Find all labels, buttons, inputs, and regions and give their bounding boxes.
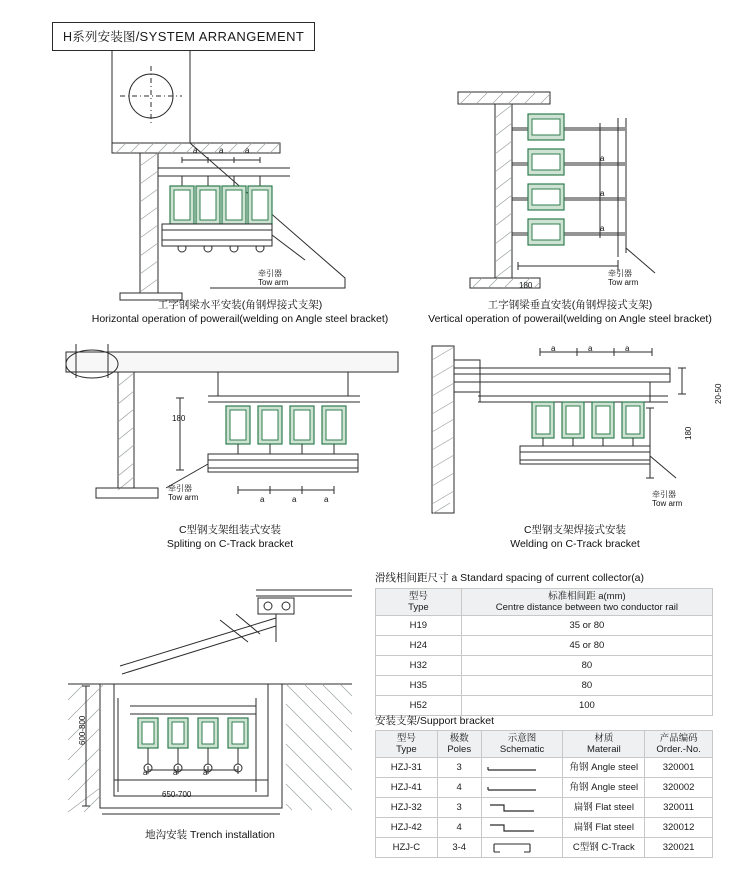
cell-poles: 3-4 xyxy=(437,838,481,858)
caption-en: Vertical operation of powerail(welding on Angle steel bracket) xyxy=(428,313,712,325)
tow-arm-label-cn-2: 牵引器 xyxy=(608,269,632,278)
figure-vertical-ibeam-caption xyxy=(400,298,740,326)
spacing-a-f4-1: a xyxy=(551,344,556,353)
col-type xyxy=(376,731,438,758)
col-schematic-cn: 示意图 xyxy=(507,733,537,744)
table-row xyxy=(376,656,713,676)
cell-poles: 4 xyxy=(437,818,481,838)
figure-splitting-ctrack xyxy=(48,338,408,523)
spacing-table-title xyxy=(375,570,644,585)
dim-650-700: 650-700 xyxy=(162,790,192,799)
col-type-en: Type xyxy=(396,744,417,755)
tow-arm-label-en-1: Tow arm xyxy=(258,278,289,287)
col-distance xyxy=(461,589,712,616)
caption-cn: 地沟安装 xyxy=(145,829,188,841)
cell-material: 扁钢 Flat steel xyxy=(563,798,645,818)
col-order-cn: 产品编码 xyxy=(659,733,698,744)
spacing-a-f4-2: a xyxy=(588,344,593,353)
col-type-cn: 型号 xyxy=(408,591,428,602)
cell-material: 角钢 Angle steel xyxy=(563,778,645,798)
cell-schematic xyxy=(481,778,563,798)
spacing-a-f3-3: a xyxy=(324,495,329,504)
figure-welding-ctrack-caption xyxy=(430,523,720,551)
cell-poles: 3 xyxy=(437,798,481,818)
cell-distance: 80 xyxy=(461,656,712,676)
cell-poles: 3 xyxy=(437,758,481,778)
col-poles-en: Poles xyxy=(447,744,472,755)
bracket-table-title-cn: 安装支架 xyxy=(375,715,417,727)
cell-type: H52 xyxy=(376,696,462,716)
table-header-row xyxy=(376,589,713,616)
table-row xyxy=(376,838,713,858)
cell-material: C型钢 C-Track xyxy=(563,838,645,858)
cell-distance: 100 xyxy=(461,696,712,716)
cell-order: 320001 xyxy=(645,758,713,778)
caption-cn: 工字钢梁垂直安装(角钢焊接式支架) xyxy=(487,299,653,311)
col-schematic xyxy=(481,731,563,758)
cell-material: 扁钢 Flat steel xyxy=(563,818,645,838)
bracket-table-title-sep: / xyxy=(417,715,420,727)
flat-steel-icon xyxy=(484,822,540,834)
figure-splitting-ctrack-caption xyxy=(80,523,380,551)
caption-en: Welding on C-Track bracket xyxy=(510,538,640,550)
spacing-a-3: a xyxy=(245,146,250,155)
cell-distance: 35 or 80 xyxy=(461,616,712,636)
col-type xyxy=(376,589,462,616)
c-track-icon xyxy=(484,841,540,855)
spacing-a-v2: a xyxy=(600,189,605,198)
spacing-a-2: a xyxy=(219,146,224,155)
page-title-sep: / xyxy=(135,29,140,44)
tow-arm-label-cn-1: 牵引器 xyxy=(258,269,282,278)
table-row xyxy=(376,636,713,656)
spacing-table-title-cn: 滑线相间距尺寸 xyxy=(375,572,449,584)
col-material-en: Materail xyxy=(586,744,621,755)
spacing-a-f5-3: a xyxy=(203,768,208,777)
page-title-en: SYSTEM ARRANGEMENT xyxy=(139,29,305,44)
col-poles-cn: 极数 xyxy=(449,733,469,744)
figure-horizontal-ibeam-caption xyxy=(90,298,390,326)
dim-20-50-fig4: 20-50 xyxy=(714,383,723,404)
dim-180-fig4: 180 xyxy=(684,426,693,440)
cell-type: H35 xyxy=(376,676,462,696)
col-material-cn: 材质 xyxy=(594,733,614,744)
table-row xyxy=(376,616,713,636)
caption-combined xyxy=(60,828,360,842)
cell-type: HZJ-C xyxy=(376,838,438,858)
tow-arm-label-en-2: Tow arm xyxy=(608,278,639,287)
spacing-a-v3: a xyxy=(600,224,605,233)
col-type-cn: 型号 xyxy=(396,733,416,744)
spacing-table-title-en: a Standard spacing of current collector(a) xyxy=(451,572,645,584)
tow-arm-label-cn-4: 牵引器 xyxy=(652,490,676,499)
col-type-en: Type xyxy=(408,602,429,613)
dim-180-fig2: 180 xyxy=(519,281,533,290)
table-row xyxy=(376,818,713,838)
angle-steel-icon xyxy=(484,762,540,774)
spacing-a-1: a xyxy=(193,146,198,155)
spacing-a-f3-1: a xyxy=(260,495,265,504)
col-material xyxy=(563,731,645,758)
col-order-en: Order.-No. xyxy=(656,744,701,755)
cell-type: H19 xyxy=(376,616,462,636)
col-distance-cn: 标准相间距 a(mm) xyxy=(548,591,626,602)
col-order xyxy=(645,731,713,758)
spacing-a-f5-2: a xyxy=(173,768,178,777)
col-distance-en: Centre distance between two conductor rail xyxy=(495,602,678,613)
figure-vertical-ibeam xyxy=(440,88,710,293)
caption-en: Trench installation xyxy=(190,829,275,841)
caption-cn: C型钢支架组装式安装 xyxy=(178,524,282,536)
dim-600-800: 600-800 xyxy=(78,715,87,745)
cell-order: 320011 xyxy=(645,798,713,818)
dim-180-fig3: 180 xyxy=(172,414,186,423)
cell-schematic xyxy=(481,758,563,778)
cell-distance: 80 xyxy=(461,676,712,696)
table-row xyxy=(376,758,713,778)
cell-schematic xyxy=(481,818,563,838)
cell-order: 320021 xyxy=(645,838,713,858)
spacing-a-f5-1: a xyxy=(143,768,148,777)
spacing-a-v1: a xyxy=(600,154,605,163)
table-header-row xyxy=(376,731,713,758)
cell-order: 320012 xyxy=(645,818,713,838)
table-row xyxy=(376,676,713,696)
caption-cn: 工字钢梁水平安装(角钢焊接式支架) xyxy=(157,299,323,311)
page-title-cn: H系列安装图 xyxy=(63,30,136,44)
angle-steel-icon xyxy=(484,782,540,794)
caption-cn: C型钢支架焊接式安装 xyxy=(523,524,627,536)
cell-type: HZJ-31 xyxy=(376,758,438,778)
cell-order: 320002 xyxy=(645,778,713,798)
col-schematic-en: Schematic xyxy=(499,744,545,755)
cell-type: HZJ-32 xyxy=(376,798,438,818)
caption-en: Spliting on C-Track bracket xyxy=(166,538,294,550)
figure-trench-installation xyxy=(60,580,360,815)
tow-arm-label-en-4: Tow arm xyxy=(652,499,683,508)
col-poles xyxy=(437,731,481,758)
bracket-table xyxy=(375,730,713,858)
spacing-table xyxy=(375,588,713,716)
flat-steel-icon xyxy=(484,802,540,814)
tow-arm-label-cn-3: 牵引器 xyxy=(168,484,192,493)
cell-material: 角钢 Angle steel xyxy=(563,758,645,778)
cell-schematic xyxy=(481,838,563,858)
bracket-table-title xyxy=(375,713,494,728)
cell-type: H32 xyxy=(376,656,462,676)
cell-type: HZJ-41 xyxy=(376,778,438,798)
cell-schematic xyxy=(481,798,563,818)
figure-horizontal-ibeam xyxy=(90,48,390,298)
page-title xyxy=(52,22,315,51)
cell-distance: 45 or 80 xyxy=(461,636,712,656)
figure-trench-caption xyxy=(60,828,360,842)
cell-type: HZJ-42 xyxy=(376,818,438,838)
cell-poles: 4 xyxy=(437,778,481,798)
spacing-a-f4-3: a xyxy=(625,344,630,353)
table-row xyxy=(376,778,713,798)
cell-type: H24 xyxy=(376,636,462,656)
table-row xyxy=(376,798,713,818)
bracket-table-title-en: Support bracket xyxy=(419,715,495,727)
tow-arm-label-en-3: Tow arm xyxy=(168,493,199,502)
spacing-a-f3-2: a xyxy=(292,495,297,504)
caption-en: Horizontal operation of powerail(welding on Angle steel bracket) xyxy=(91,313,389,325)
